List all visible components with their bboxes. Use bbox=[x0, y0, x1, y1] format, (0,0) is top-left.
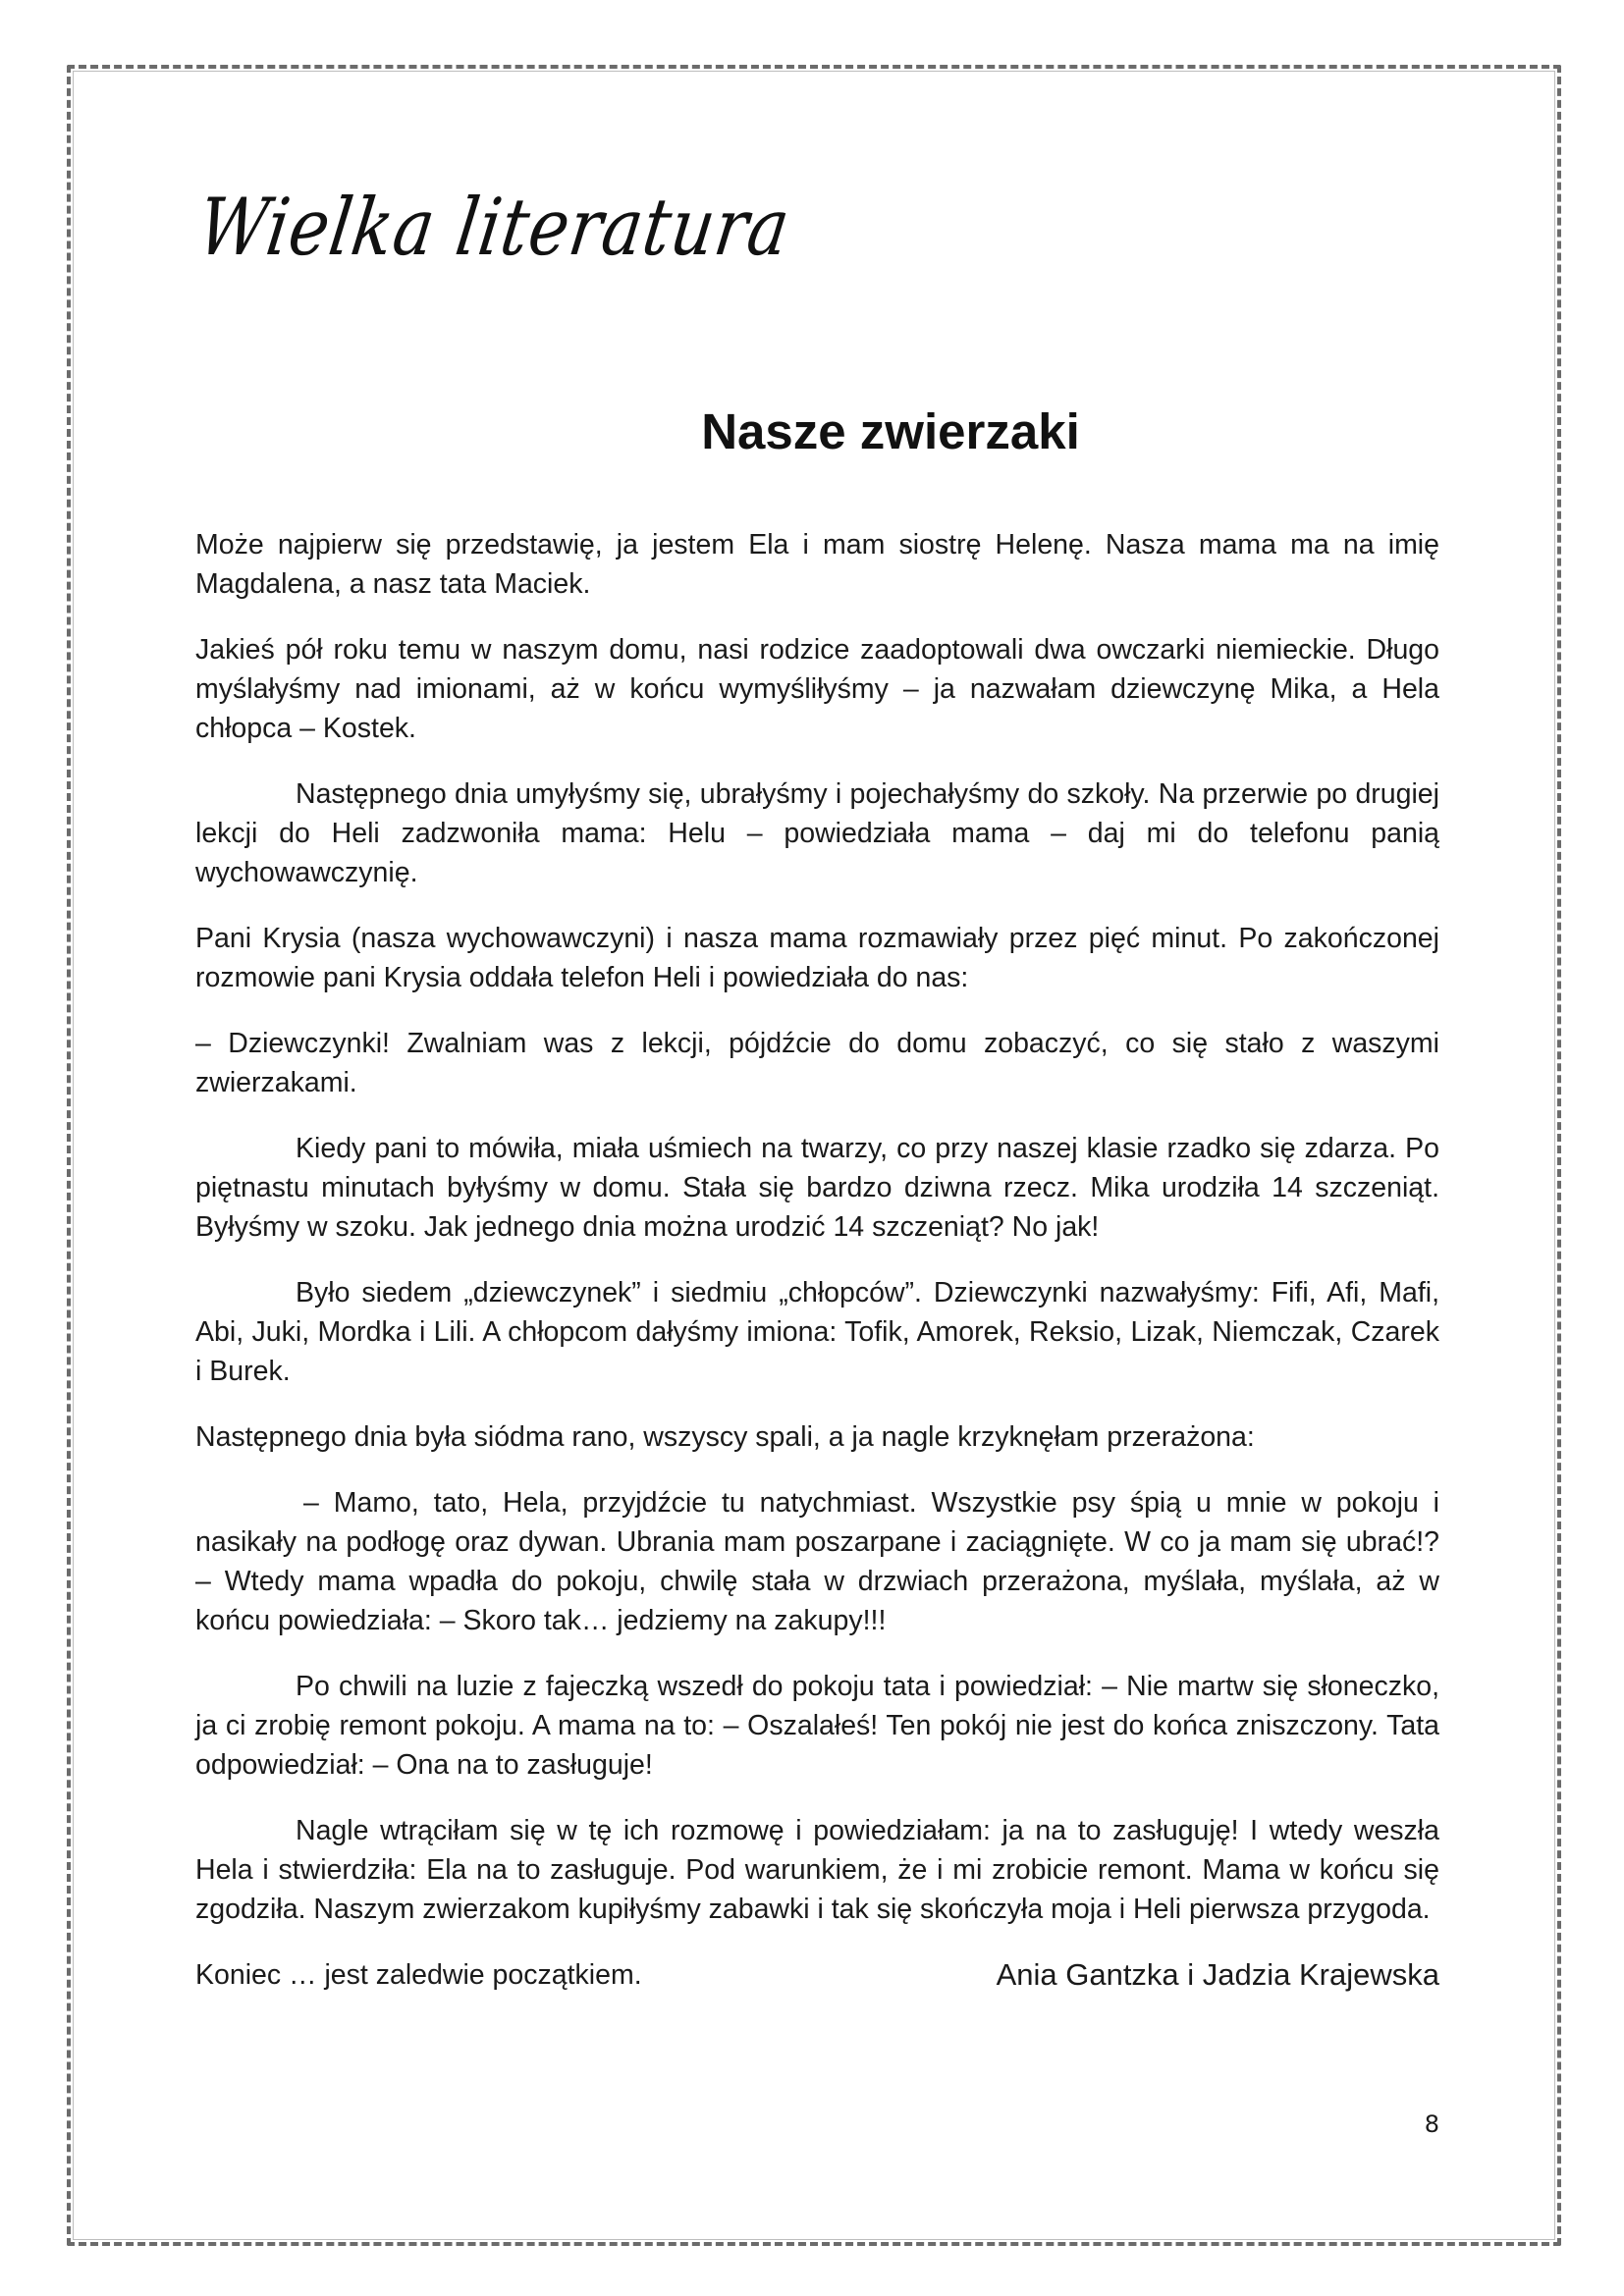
paragraph-ending: Nagle wtrąciłam się w tę ich rozmowę i powiedziałam: ja na to zasługuję! I wtedy weszła Hela i stwierdziła: Ela na to zasługuje. Pod warunkiem, że i mi zrobicie remont. Mama w końcu się zgodziła. Naszym zwierzakom kupiłyśmy zabawki i tak się skończyła moja i Heli pierwsza przygoda. bbox=[195, 1815, 1439, 1925]
paragraph-puppies: Kiedy pani to mówiła, miała uśmiech na twarzy, co przy naszej klasie rzadko się zdarza. Po piętnastu minutach byłyśmy w domu. Stała się bardzo dziwna rzecz. Mika urodziła 14 szczeniąt. Byłyśmy w szoku. Jak jednego dnia można urodzić 14 szczeniąt? No jak! bbox=[195, 1133, 1439, 1243]
paragraph-teacher-call: Pani Krysia (nasza wychowawczyni) i nasza mama rozmawiały przez pięć minut. Po zakończonej rozmowie pani Krysia oddała telefon Heli i powiedziała do nas: bbox=[195, 923, 1439, 993]
paragraph-intro: Może najpierw się przedstawię, ja jestem Ela i mam siostrę Helenę. Nasza mama ma na imię Magdalena, a nasz tata Maciek. bbox=[195, 529, 1439, 600]
paragraph-morning: Następnego dnia była siódma rano, wszyscy spali, a ja nagle krzyknęłam przerażona: bbox=[195, 1421, 1255, 1453]
article-title: Nasze zwierzaki bbox=[701, 403, 1080, 459]
paragraph-renovation: Po chwili na luzie z fajeczką wszedł do pokoju tata i powiedział: – Nie martw się słoneczko, ja ci zrobię remont pokoju. A mama na to: – Oszalałeś! Ten pokój nie jest do końca zniszczony. Tata odpowiedział: – Ona na to zasługuje! bbox=[195, 1671, 1439, 1781]
paragraph-mess: – Mamo, tato, Hela, przyjdźcie tu natychmiast. Wszystkie psy śpią u mnie w pokoju i nasikały na podłogę oraz dywan. Ubrania mam poszarpane i zaciągnięte. W co ja mam się ubrać!? – Wtedy mama wpadła do pokoju, chwilę stała w drzwiach przerażona, myślała, myślała, aż w końcu powiedziała: – Skoro tak… jedziemy na zakupy!!! bbox=[195, 1487, 1439, 1636]
authors: Ania Gantzka i Jadzia Krajewska bbox=[996, 1957, 1439, 1992]
section-title: Wielka literatura bbox=[192, 182, 796, 274]
paragraph-names: Było siedem „dziewczynek” i siedmiu „chłopców”. Dziewczynki nazwałyśmy: Fifi, Afi, Mafi, Abi, Juki, Mordka i Lili. A chłopcom dałyśmy imiona: Tofik, Amorek, Reksio, Lizak, Niemczak, Czarek i Burek. bbox=[195, 1277, 1439, 1387]
paragraph-adoption: Jakieś pół roku temu w naszym domu, nasi rodzice zaadoptowali dwa owczarki niemieckie. Długo myślałyśmy nad imionami, aż w końcu wymyśliłyśmy – ja nazwałam dziewczynę Mika, a Hela chłopca – Kostek. bbox=[195, 634, 1439, 744]
paragraph-school: Następnego dnia umyłyśmy się, ubrałyśmy i pojechałyśmy do szkoły. Na przerwie po drugiej lekcji do Heli zadzwoniła mama: Helu – powiedziała mama – daj mi do telefonu panią wychowawczynię. bbox=[195, 778, 1439, 888]
article-body bbox=[195, 525, 1439, 1995]
paragraph-dismissal: – Dziewczynki! Zwalniam was z lekcji, pójdźcie do domu zobaczyć, co się stało z waszymi zwierzakami. bbox=[195, 1028, 1439, 1098]
closing-line bbox=[195, 1955, 1439, 1995]
closing-text: Koniec … jest zaledwie początkiem. bbox=[195, 1959, 642, 1991]
page-number: 8 bbox=[1424, 2110, 1439, 2138]
